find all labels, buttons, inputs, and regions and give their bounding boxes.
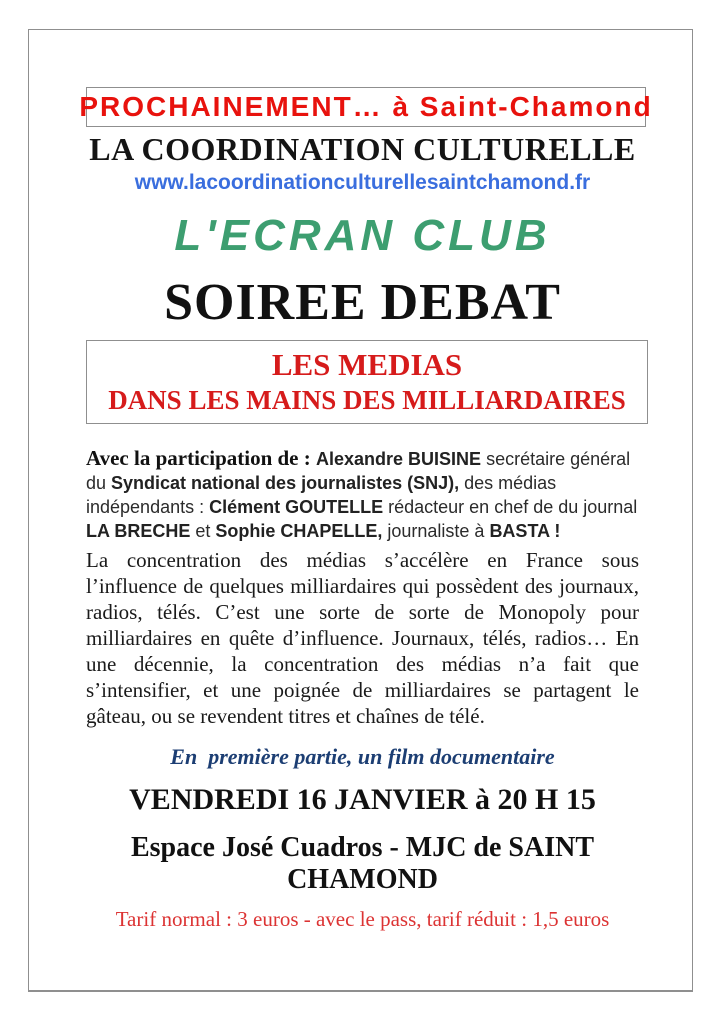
topic-line2: DANS LES MAINS DES MILLIARDAIRES (108, 385, 626, 415)
org-snj: Syndicat national des journalistes (SNJ), (111, 473, 460, 493)
opening-film-line: En première partie, un film documentaire (170, 744, 555, 769)
event-title: SOIREE DEBAT (164, 274, 561, 331)
participant-alexandre-buisine: Alexandre BUISINE (316, 449, 482, 469)
participants-intro: Avec la participation de : (86, 446, 316, 470)
text-et: et (190, 521, 216, 541)
club-title: L'ECRAN CLUB (174, 211, 551, 260)
participant-sophie-chapelle: Sophie CHAPELLE, (215, 521, 383, 541)
text-medias-independants: des médias indépendants : (86, 473, 557, 517)
website-link[interactable]: www.lacoordinationculturellesaintchamond.fr (134, 171, 591, 194)
topic-box (86, 340, 648, 424)
topic-line1: LES MEDIAS (271, 347, 463, 382)
banner-box (79, 87, 653, 127)
banner-text: PROCHAINEMENT… à Saint-Chamond (79, 91, 653, 122)
description-paragraph: La concentration des médias s’accélère en France sous l’influence de quelques milliardaires qui possèdent des journaux, radios, télés. C’est une sorte de sorte de Monopoly pour milliardaires en quête d’influence. Journaux, télés, radios… En une décennie, la concentration des médias n’a fait que s’intensifier, et une poignée de milliardaires se partagent le gâteau, ou se revendent titres et chaînes de télé. (86, 548, 639, 728)
poster-page (28, 29, 693, 992)
organization-title: LA COORDINATION CULTURELLE (89, 131, 636, 167)
event-venue: Espace José Cuadros - MJC de SAINT CHAMOND (130, 832, 595, 895)
role-secretaire-general: secrétaire général du (86, 449, 631, 493)
participant-clement-goutelle: Clément GOUTELLE (209, 497, 384, 517)
media-basta: BASTA ! (489, 521, 561, 541)
event-date: VENDREDI 16 JANVIER à 20 H 15 (129, 783, 596, 816)
participants-paragraph (86, 446, 639, 543)
role-journaliste: journaliste à (382, 521, 490, 541)
role-redacteur-en-chef: rédacteur en chef de du journal (383, 497, 638, 517)
price-line: Tarif normal : 3 euros - avec le pass, tarif réduit : 1,5 euros (115, 907, 610, 931)
journal-la-breche: LA BRECHE (86, 521, 191, 541)
